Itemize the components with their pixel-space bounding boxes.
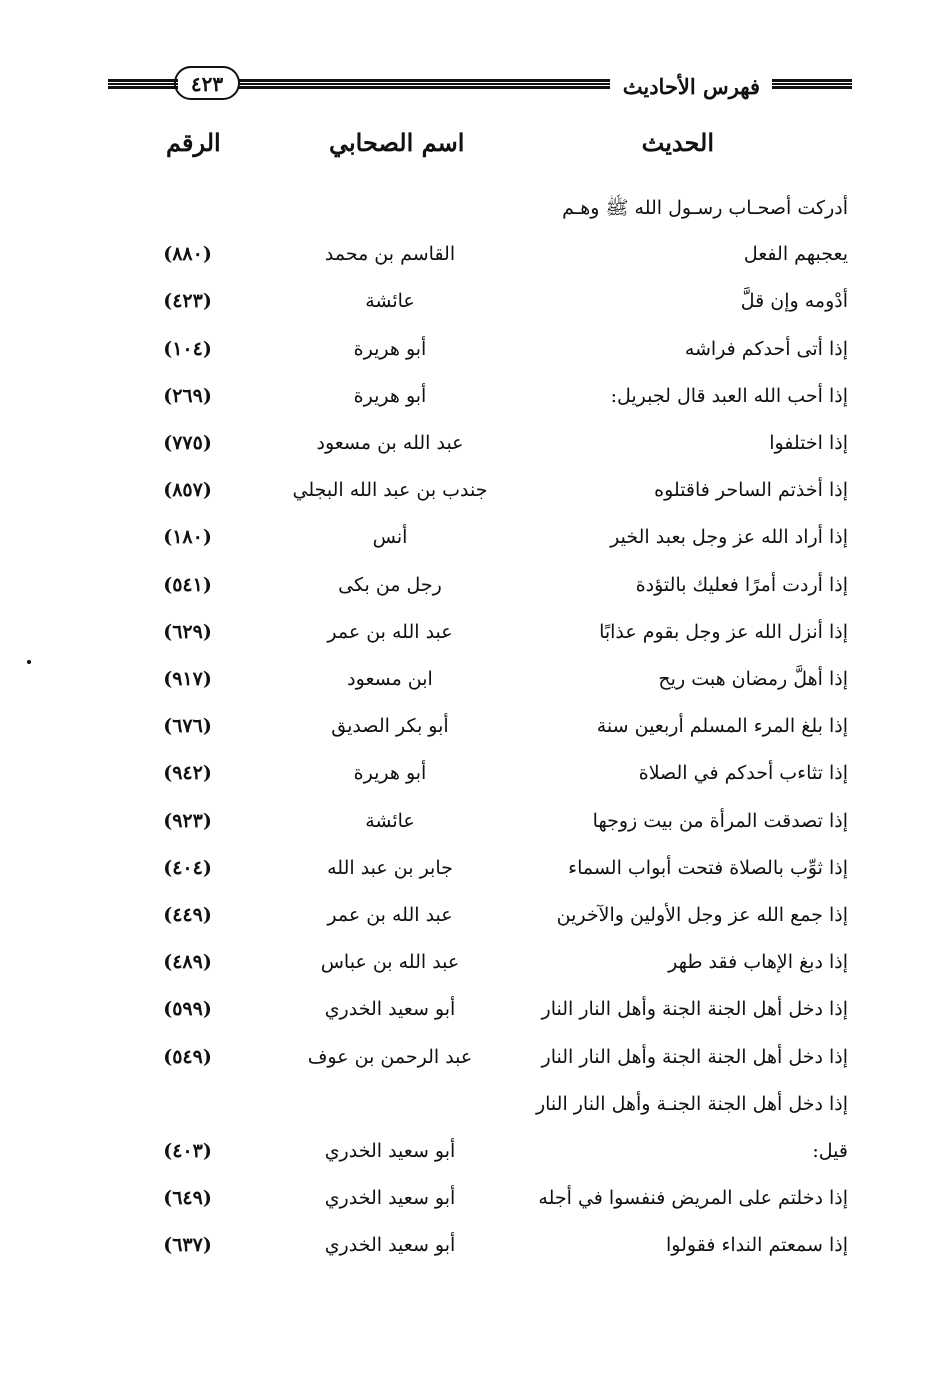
hadith-text: إذا أردت أمرًا فعليك بالتؤدة <box>635 574 848 596</box>
sahabi-name: أبو سعيد الخدري <box>324 1187 456 1209</box>
sahabi-name: أبو هريرة <box>353 338 427 360</box>
sahabi-name: جندب بن عبد الله البجلي <box>292 479 488 501</box>
hadith-number: (٥٩٩) <box>163 998 212 1020</box>
header-rule-right <box>772 79 852 89</box>
hadith-number: (٨٥٧) <box>163 479 212 501</box>
sahabi-name: عبد الله بن عمر <box>327 904 453 926</box>
page-header <box>108 66 852 110</box>
hadith-text: إذا أنزل الله عز وجل بقوم عذابًا <box>599 621 848 643</box>
hadith-number: (٤٠٣) <box>163 1140 212 1162</box>
hadith-text: إذا أتى أحدكم فراشه <box>684 338 848 360</box>
column-header-hadith: الحديث <box>641 128 714 157</box>
hadith-number: (٤٤٩) <box>163 904 212 926</box>
hadith-text: يعجبهم الفعل <box>743 243 848 265</box>
hadith-text: إذا جمع الله عز وجل الأولين والآخرين <box>556 904 848 926</box>
hadith-number: (٧٧٥) <box>163 432 212 454</box>
hadith-text: إذا ثوِّب بالصلاة فتحت أبواب السماء <box>568 857 848 879</box>
hadith-text: إذا دخل أهل الجنة الجنـة وأهل النار النار <box>535 1093 848 1115</box>
sahabi-name: عبد الرحمن بن عوف <box>307 1046 473 1068</box>
hadith-text: أدْومه وإن قلَّ <box>740 290 848 312</box>
hadith-text: إذا تصدقت المرأة من بيت زوجها <box>592 810 848 832</box>
hadith-text: إذا اختلفوا <box>769 432 848 454</box>
hadith-text: إذا دخل أهل الجنة الجنة وأهل النار النار <box>541 998 848 1020</box>
header-rule-middle <box>238 79 610 89</box>
hadith-text: إذا بلغ المرء المسلم أربعين سنة <box>596 715 848 737</box>
hadith-text: قيل: <box>812 1140 848 1162</box>
hadith-number: (٩٢٣) <box>163 810 212 832</box>
sahabi-name: أبو هريرة <box>353 385 427 407</box>
hadith-number: (٤٢٣) <box>163 290 212 312</box>
hadith-text: أدركت أصحـاب رسـول الله ﷺ وهـم <box>562 197 848 219</box>
sahabi-name: أبو سعيد الخدري <box>324 998 456 1020</box>
hadith-text: إذا دخل أهل الجنة الجنة وأهل النار النار <box>541 1046 848 1068</box>
sahabi-name: عبد الله بن مسعود <box>316 432 464 454</box>
hadith-number: (٦٧٦) <box>163 715 212 737</box>
hadith-text: إذا سمعتم النداء فقولوا <box>666 1234 848 1256</box>
hadith-number: (١٨٠) <box>163 526 212 548</box>
hadith-number: (١٠٤) <box>163 338 212 360</box>
hadith-number: (٤٠٤) <box>163 857 212 879</box>
sahabi-name: عبد الله بن عمر <box>327 621 453 643</box>
hadith-text: إذا أهلَّ رمضان هبت ريح <box>658 668 848 690</box>
header-rule-left <box>108 79 178 89</box>
column-header-sahabi: اسم الصحابي <box>329 128 465 157</box>
sahabi-name: أبو هريرة <box>353 762 427 784</box>
sahabi-name: عبد الله بن عباس <box>320 951 460 973</box>
hadith-number: (٦٤٩) <box>163 1187 212 1209</box>
stray-dot <box>27 660 31 664</box>
hadith-number: (٩٤٢) <box>163 762 212 784</box>
hadith-text: إذا أراد الله عز وجل بعبد الخير <box>610 526 848 548</box>
hadith-text: إذا أخذتم الساحر فاقتلوه <box>654 479 848 501</box>
sahabi-name: أنس <box>372 526 408 548</box>
hadith-number: (٥٤٩) <box>163 1046 212 1068</box>
hadith-number: (٤٨٩) <box>163 951 212 973</box>
hadith-number: (٨٨٠) <box>163 243 212 265</box>
sahabi-name: عائشة <box>365 810 415 832</box>
hadith-text: إذا دبغ الإهاب فقد طهر <box>668 951 848 973</box>
hadith-text: إذا دخلتم على المريض فنفسوا في أجله <box>538 1187 848 1209</box>
sahabi-name: عائشة <box>365 290 415 312</box>
hadith-text: إذا أحب الله العبد قال لجبريل: <box>610 385 848 407</box>
hadith-number: (٥٤١) <box>163 574 212 596</box>
page-number: ٤٢٣ <box>174 66 240 100</box>
hadith-number: (٩١٧) <box>163 668 212 690</box>
sahabi-name: أبو سعيد الخدري <box>324 1234 456 1256</box>
hadith-number: (٢٦٩) <box>163 385 212 407</box>
hadith-text: إذا تثاءب أحدكم في الصلاة <box>638 762 848 784</box>
hadith-number: (٦٣٧) <box>163 1234 212 1256</box>
sahabi-name: القاسم بن محمد <box>324 243 456 265</box>
sahabi-name: أبو سعيد الخدري <box>324 1140 456 1162</box>
sahabi-name: جابر بن عبد الله <box>327 857 453 879</box>
page-title: فهرس الأحاديث <box>622 74 760 99</box>
hadith-number: (٦٢٩) <box>163 621 212 643</box>
sahabi-name: ابن مسعود <box>347 668 433 690</box>
column-header-number: الرقم <box>166 128 221 157</box>
sahabi-name: أبو بكر الصديق <box>331 715 449 737</box>
sahabi-name: رجل من بكى <box>338 574 442 596</box>
